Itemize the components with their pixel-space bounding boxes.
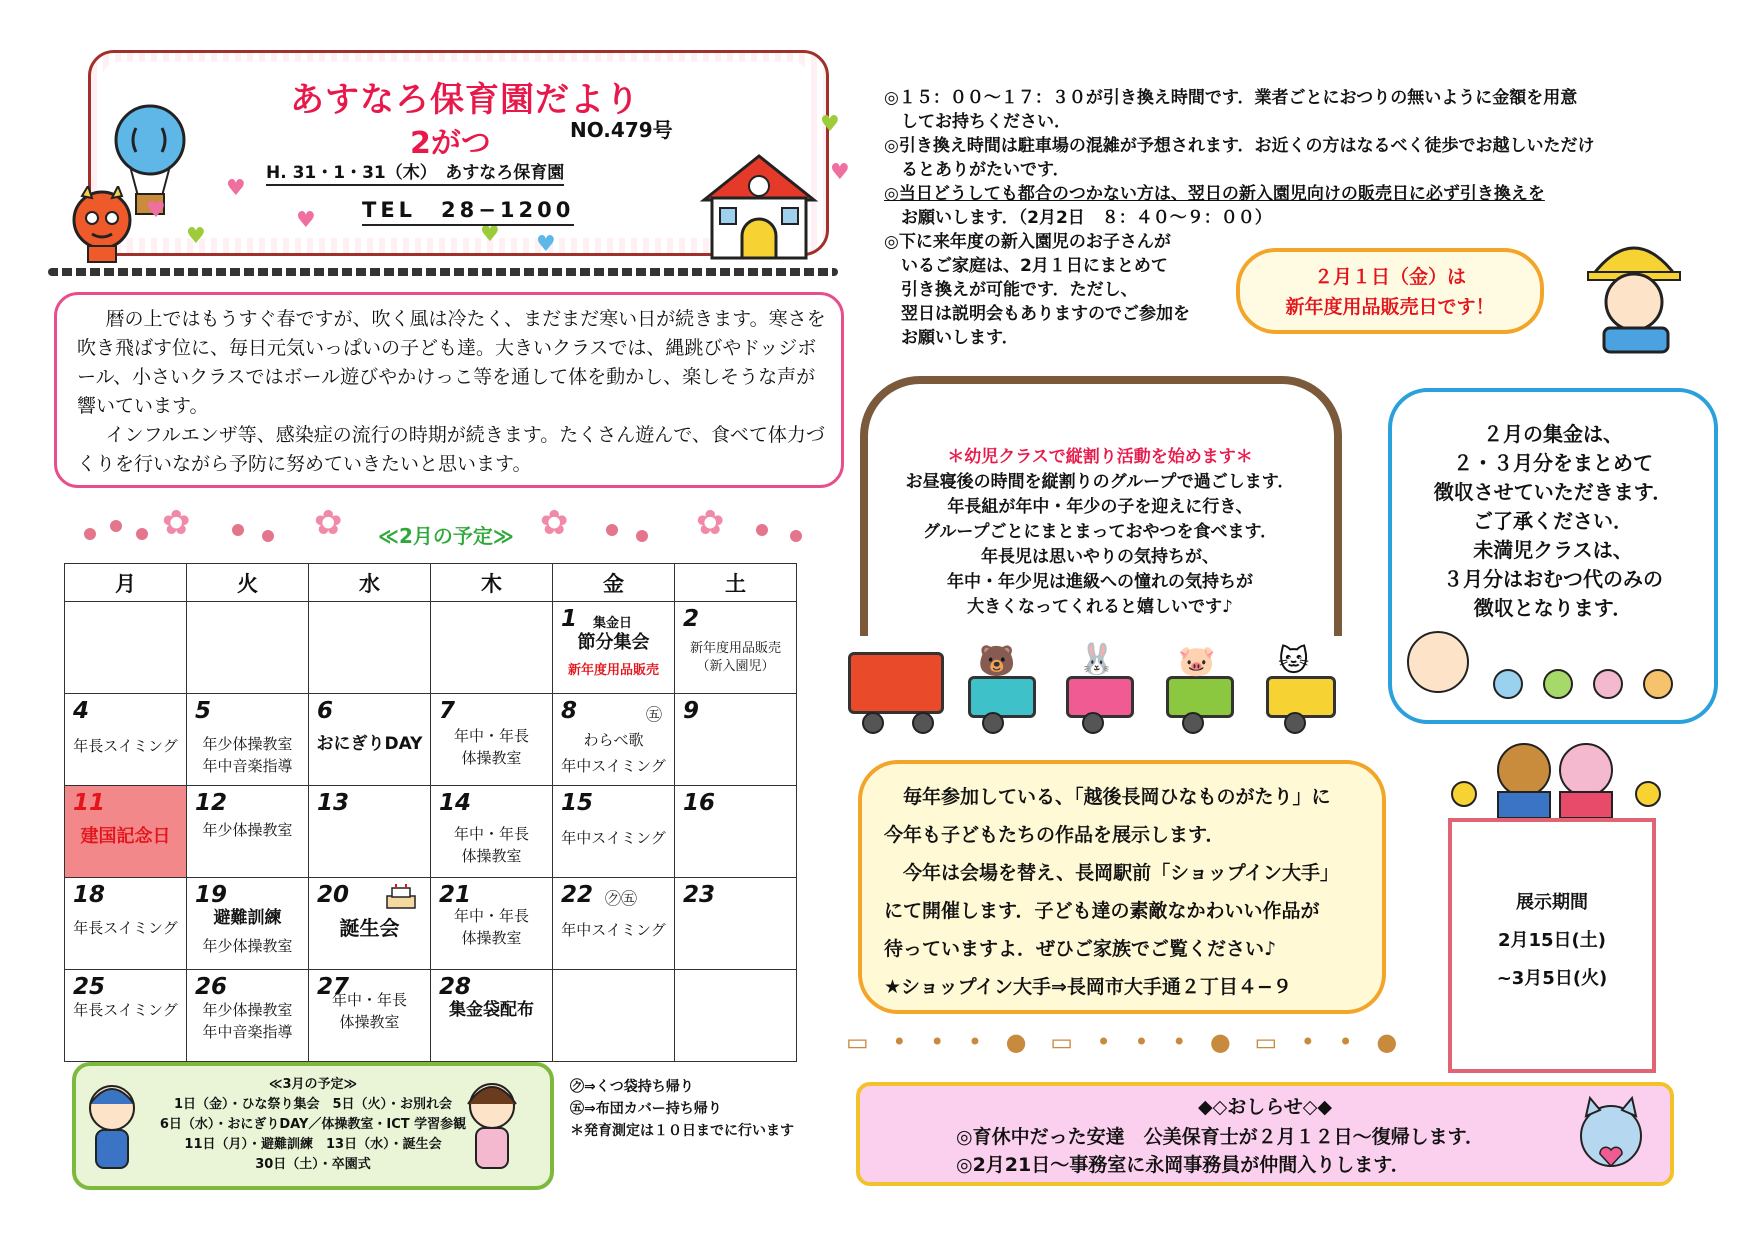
activity-line-6: 大きくなってくれると嬉しいです♪ [967,597,1233,617]
day-number: 22 [561,882,594,908]
calendar-day [675,694,797,786]
day-number: 8 [561,698,578,724]
pig-face-icon: 🐷 [1178,644,1216,679]
wheel [862,712,884,734]
calendar-day-empty [309,602,431,694]
day-event: 年長スイミング [73,919,178,937]
calendar-day [553,602,675,694]
calendar-week [65,786,797,878]
intro-box [54,292,844,488]
heart-icon: ♥ [536,232,556,257]
note-alternate-day-1: ◎当日どうしても都合のつかない方は、翌日の新入園児向けの販売日に必ず引き換えを [884,184,1545,204]
exhibit-line-5: 待っていますよ．ぜひご家族でご覧ください♪ [884,938,1277,960]
day-event: 新年度用品販売 [689,641,781,656]
sale-day-line-2: 新年度用品販売日です！ [1285,296,1495,318]
flower-icon: ✿ [696,503,725,543]
day-number: 4 [73,698,90,724]
calendar-day [675,602,797,694]
wheel [1082,712,1104,734]
calendar-day [187,786,309,878]
cat-holding-heart-icon [1576,1096,1646,1176]
calendar-day [187,878,309,970]
train-car-bear [968,676,1036,718]
note-sibling-3: 引き換えが可能です．ただし、 [884,280,1138,300]
exhibit-period-title: 展示期間 [1516,892,1588,913]
calendar-day-empty [187,602,309,694]
heart-icon: ♥ [820,112,840,137]
school-building-icon [694,152,824,262]
weekday-wed: 水 [309,564,431,602]
dot-ornament [262,530,274,542]
calendar-day [187,970,309,1062]
wheel [1284,712,1306,734]
day-event: わらべ歌 [583,731,644,749]
day-number: 5 [195,698,212,724]
day-event: 年中スイミング [561,829,666,847]
exhibit-line-6: ★ショップイン大手⇒長岡市大手通２丁目４−９ [884,976,1292,998]
day-number: 16 [683,790,716,816]
birthday-cake-icon [384,884,418,910]
day-event: 年中・年長 [453,727,529,745]
day-event: 体操教室 [339,1013,400,1031]
day-event: 年中スイミング [561,757,666,775]
march-line-2: 6日（水）・おにぎりDAY／体操教室・ICT 学習参観 [159,1117,467,1132]
issue-number: NO.479号 [570,118,673,142]
calendar-day-empty [675,970,797,1062]
day-event: 建国記念日 [80,826,171,847]
collection-line-2: ２・３月分をまとめて [1453,451,1653,475]
train-car-pig [1166,676,1234,718]
intro-paragraph-2: インフルエンザ等、感染症の流行の時期が続きます。たくさん遊んで、食べて体力づくりを行いながら予防に努めていきたいと思います。 [77,424,825,475]
activity-line-3: グループごとにまとまっておやつを食べます． [922,522,1278,542]
day-event: 体操教室 [461,847,522,865]
note-sibling-4: 翌日は説明会もありますのでご参加を [884,304,1190,324]
march-title: ≪3月の予定≫ [268,1077,358,1092]
weekday-thu: 木 [431,564,553,602]
announcement-line-1: ◎育休中だった安達 公美保育士が２月１２日〜復帰します． [956,1126,1485,1148]
day-event: 年長スイミング [73,1001,178,1019]
march-line-1: 1日（金）・ひな祭り集会 5日（火）・お別れ会 [173,1097,453,1112]
dot-ornament [606,524,618,536]
day-number: 15 [561,790,594,816]
calendar-day [553,694,675,786]
exhibit-line-4: にて開催します．子ども達の素敵なかわいい作品が [884,900,1320,922]
day-event: 年中スイミング [561,921,666,939]
day-number: 19 [195,882,228,908]
exhibit-line-2: 今年も子どもたちの作品を展示します． [884,824,1225,846]
day-event: （新入園児） [696,659,775,674]
activity-title: ＊幼児クラスで縦割り活動を始めます＊ [947,447,1253,467]
day-event: 避難訓練 [213,908,282,928]
legend-futon-cover: ㊄⇒布団カバー持ち帰り [570,1101,722,1117]
day-number: 27 [317,974,350,1000]
day-number: 1 [561,606,578,632]
setsubun-decoration: ▭ • • • ● ▭ • • • ● ▭ • • ● [846,1028,1406,1056]
dot-ornament [636,530,648,542]
calendar-day [309,694,431,786]
telephone-number: TEL 28−1200 [362,194,574,226]
calendar-day [65,970,187,1062]
day-event: 年長スイミング [73,737,178,755]
note-exchange-time-2: してお持ちください． [884,112,1071,132]
activity-line-1: お昼寝後の時間を縦割りのグループで過ごします． [905,472,1295,492]
weekday-header-row [65,564,797,602]
dot-ornament [756,524,768,536]
heart-icon: ♥ [146,198,166,223]
shoe-bag-futon-icon: ㋗㊄ [605,889,638,908]
dot-ornament [232,524,244,536]
newsletter-month: 2がつ [410,126,491,161]
day-number: 14 [439,790,472,816]
dot-ornament [136,528,148,540]
calendar-week [65,970,797,1062]
collection-line-5: 未満児クラスは、 [1473,538,1633,562]
calendar-day [431,970,553,1062]
day-event: 年中音楽指導 [202,757,293,775]
day-number: 9 [683,698,700,724]
exhibit-period-start: 2月15日(土) [1497,930,1607,951]
note-parking-1: ◎引き換え時間は駐車場の混雑が予想されます．お近くの方はなるべく徒歩でお越しいただけ [884,136,1595,156]
exhibit-period-box [1448,818,1656,1073]
red-oni-icon [64,186,140,264]
heart-icon: ♥ [226,176,246,201]
cat-face-icon: 🐱 [1278,644,1310,679]
day-event: 年中・年長 [331,991,407,1009]
wheel [982,712,1004,734]
calendar-day [431,878,553,970]
rabbit-face-icon: 🐰 [1078,642,1116,677]
day-event: 年少体操教室 [202,937,293,955]
day-event: 年少体操教室 [202,1001,293,1019]
activity-line-4: 年長児は思いやりの気持ちが、 [981,547,1219,567]
day-number: 2 [683,606,700,632]
day-event: 体操教室 [461,929,522,947]
calendar-week [65,602,797,694]
collection-line-1: ２月の集金は、 [1483,422,1623,446]
flower-icon: ✿ [314,503,343,543]
day-event: 節分集会 [577,632,650,653]
day-event: 年中・年長 [453,907,529,925]
calendar-day [553,878,675,970]
calendar-day [431,694,553,786]
calendar-day-empty [431,602,553,694]
activity-line-2: 年長組が年中・年少の子を迎えに行き、 [947,497,1253,517]
heart-icon: ♥ [830,160,850,185]
note-exchange-time-1: ◎１５：００〜１７：３０が引き換え時間です．業者ごとにおつりの無いように金額を用意 [884,88,1578,108]
flower-icon: ✿ [540,503,569,543]
calendar-day [309,970,431,1062]
day-number: 11 [73,790,106,816]
calendar-week [65,878,797,970]
heart-icon: ♥ [186,224,206,249]
day-number: 20 [317,882,350,908]
exhibit-notice-box [858,760,1386,1014]
train-car-rabbit [1066,676,1134,718]
day-tag: 集金日 [593,616,633,631]
day-number: 25 [73,974,106,1000]
announcement-title: ◆◇おしらせ◇◆ [1198,1096,1332,1118]
flower-icon: ✿ [162,503,191,543]
calendar-week [65,694,797,786]
day-number: 7 [439,698,456,724]
note-sibling-1: ◎下に来年度の新入園児のお子さんが [884,232,1171,252]
dot-ornament [790,530,802,542]
sale-day-line-1: ２月１日（金）は [1313,266,1466,288]
day-number: 18 [73,882,106,908]
day-number: 23 [683,882,716,908]
collection-line-3: 徴収させていただきます． [1433,480,1673,504]
dot-ornament [110,520,122,532]
day-number: 12 [195,790,228,816]
march-line-4: 30日（土）・卒園式 [255,1157,371,1172]
calendar-day-empty [65,602,187,694]
weekday-sat: 土 [675,564,797,602]
activity-line-5: 年中・年少児は進級への憧れの気持ちが [947,572,1253,592]
intro-paragraph-1: 暦の上ではもうすぐ春ですが、吹く風は冷たく、まだまだ寒い日が続きます。寒さを吹き飛ばす位に、毎日元気いっぱいの子ども達。大きいクラスでは、縄跳びやドッジボール、小さいクラスではボール遊びやかけっこ等を通して体を動かし、楽しそうな声が響いています。 [77,308,826,417]
calendar-day [309,786,431,878]
futon-cover-icon: ㊄ [645,705,662,724]
exhibit-period-end: ~3月5日(火) [1496,968,1608,989]
animal-train [842,636,1342,736]
day-event: 年少体操教室 [202,821,293,839]
day-event-red: 新年度用品販売 [567,663,659,678]
newsletter-title: あすなろ保育園だより [290,80,640,120]
day-event: おにぎりDAY [316,734,423,754]
babies-icon [1398,614,1698,714]
heart-icon: ♥ [296,208,316,233]
day-event: 年中・年長 [453,825,529,843]
dot-ornament [84,528,96,540]
exhibit-line-1: 毎年参加している、「越後長岡ひなものがたり」に [884,786,1331,808]
train-car-cat [1266,676,1336,718]
wheel [1182,712,1204,734]
calendar-day-holiday [65,786,187,878]
calendar-day [65,878,187,970]
day-event: 体操教室 [461,749,522,767]
wheel [912,712,934,734]
legend-growth-measure: ＊発育測定は１０日までに行います [570,1123,794,1139]
exhibit-line-3: 今年は会場を替え、長岡駅前「ショップイン大手」 [884,862,1340,884]
collection-notice-box [1388,388,1718,724]
note-parking-2: るとありがたいです． [884,160,1070,180]
day-event: 年中音楽指導 [202,1023,293,1041]
weekday-fri: 金 [553,564,675,602]
sale-day-bubble [1236,248,1544,334]
day-number: 6 [317,698,334,724]
february-calendar [64,563,797,1062]
day-number: 13 [317,790,350,816]
day-number: 26 [195,974,228,1000]
day-event: 年少体操教室 [202,735,293,753]
weekday-mon: 月 [65,564,187,602]
child-yellow-hat-icon [1574,224,1694,354]
calendar-day [309,878,431,970]
calendar-day [553,786,675,878]
locomotive [848,652,944,714]
weekday-tue: 火 [187,564,309,602]
collection-line-6: ３月分はおむつ代のみの [1443,567,1663,591]
note-sibling-2: いるご家庭は、2月１日にまとめて [884,256,1168,276]
day-number: 28 [439,974,472,1000]
heart-icon: ♥ [480,222,500,247]
note-alternate-day-2: お願いします．（2月2日 ８：４０〜９：００） [884,208,1272,228]
announcement-line-2: ◎2月21日〜事務室に永岡事務員が仲間入りします． [956,1154,1410,1176]
publish-dateline: H. 31・1・31（木） あすなろ保育園 [266,158,564,186]
calendar-day [675,786,797,878]
announcement-box [856,1082,1674,1186]
collection-line-4: ご了承ください． [1473,509,1633,533]
day-event: 集金袋配布 [449,1000,534,1020]
calendar-day [675,878,797,970]
calendar-day-empty [553,970,675,1062]
day-event: 誕生会 [339,916,400,940]
note-sibling-5: お願いします． [884,328,1019,348]
schedule-title: ≪2月の予定≫ [378,524,514,548]
calendar-day [187,694,309,786]
calendar-day [431,786,553,878]
hina-dolls-icon [1436,722,1676,822]
collection-line-7: 徴収となります． [1473,596,1633,620]
bear-face-icon: 🐻 [978,644,1016,679]
march-line-3: 11日（月）・避難訓練 13日（水）・誕生会 [184,1137,442,1152]
day-number: 21 [439,882,472,908]
march-schedule-box [72,1062,554,1190]
ground-line [48,268,838,276]
symbol-legend [570,1076,794,1142]
calendar-day [65,694,187,786]
legend-shoe-bag: ㋗⇒くつ袋持ち帰り [570,1079,694,1095]
